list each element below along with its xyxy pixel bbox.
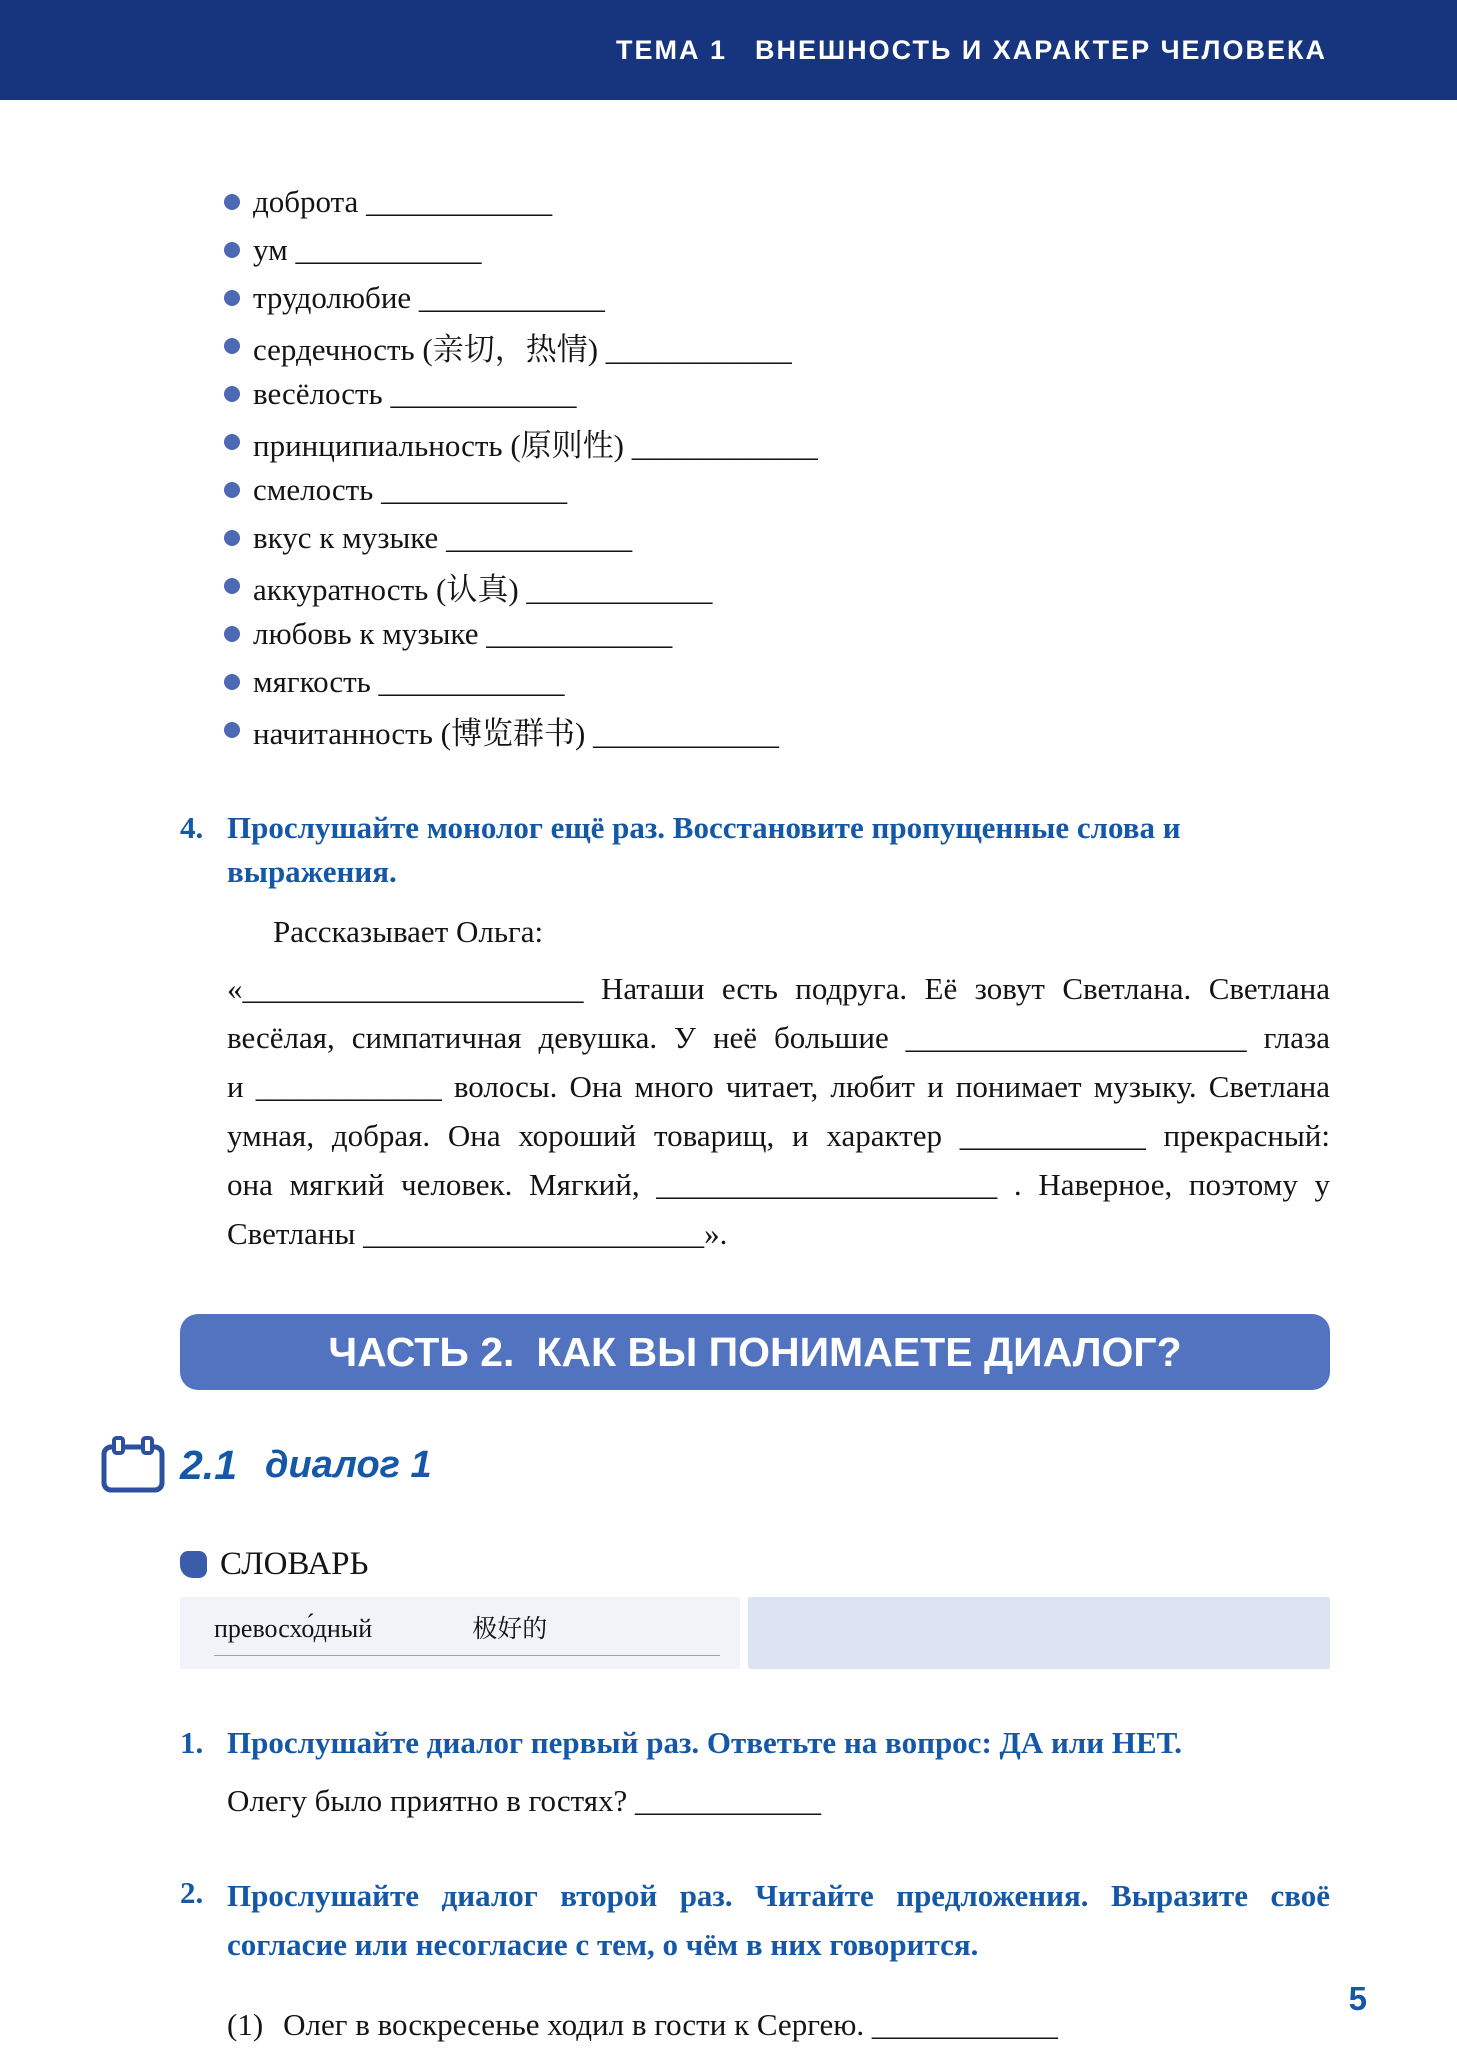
section-number: 2.1 [180,1441,237,1488]
part-2-banner-number: ЧАСТЬ 2. [328,1328,515,1375]
list-item [224,322,1330,370]
task-2-heading [180,1871,1330,1969]
bullet-icon [224,674,240,690]
bullet-icon [224,434,240,450]
list-item [224,610,1330,658]
vocab-word: доброта ____________ [253,184,553,219]
vocab-word: мягкость ____________ [253,664,565,699]
cloze-line: и ____________ волосы. Она много читает, любит и понимает музыку. Светлана [227,1069,1330,1104]
vocab-word: вкус к музыке ____________ [253,520,633,555]
cloze-line: она мягкий человек. Мягкий, ______________________ . Наверное, поэтому у [227,1167,1330,1202]
bullet-icon [224,530,240,546]
dictionary-cell-empty [748,1597,1330,1669]
statement-number: (1) [227,2007,264,2042]
list-item [224,370,1330,418]
task-number: 4. [180,810,204,845]
vocab-word: трудолюбие ____________ [253,280,605,315]
bullet-icon [224,386,240,402]
vocab-word: аккуратность (认真) ____________ [253,571,713,607]
dictionary-heading-label: СЛОВАРЬ [220,1546,369,1582]
task-number: 2. [180,1875,204,1910]
chapter-header-bar [0,0,1457,100]
vocabulary-bullet-list [180,178,1330,754]
monologue-cloze-text [227,964,1330,1258]
bullet-icon [224,578,240,594]
task-4-body [180,910,1330,1258]
dictionary-cell-entry [180,1597,740,1669]
task-number: 1. [180,1725,204,1760]
task-2-body [180,2003,1330,2047]
question-with-blank: Олегу было приятно в гостях? ____________ [227,1783,821,1818]
bullet-icon [224,194,240,210]
vocab-word: смелость ____________ [253,472,568,507]
vocab-word: весёлость ____________ [253,376,577,411]
vocab-word: сердечность (亲切，热情) ____________ [253,331,792,367]
dictionary-heading [180,1546,1330,1583]
cloze-line: «______________________ Наташи есть подруга. Её зовут Светлана. Светлана [227,971,1330,1006]
vocab-word: принципиальность (原则性) ____________ [253,427,818,463]
bullet-icon [224,338,240,354]
list-item [224,466,1330,514]
page-number: 5 [1348,1980,1367,2017]
bullet-icon [224,722,240,738]
task-instruction [227,1871,1330,1969]
narrator-line: Рассказывает Ольга: [273,914,544,949]
list-item [224,706,1330,754]
vocab-word: ум ____________ [253,232,482,267]
list-item [224,226,1330,274]
bullet-icon [224,242,240,258]
list-item [224,418,1330,466]
task-4 [180,806,1330,1258]
cloze-line: весёлая, симпатичная девушка. У неё большие ______________________ глаза [227,1020,1330,1055]
dictionary-entry [214,1609,720,1645]
list-item [224,562,1330,610]
section-2-1-heading [100,1436,1330,1494]
list-item [224,178,1330,226]
chapter-title: ВНЕШНОСТЬ И ХАРАКТЕР ЧЕЛОВЕКА [755,34,1327,65]
notepad-calendar-icon [100,1436,166,1494]
task-instruction: Прослушайте монолог ещё раз. Восстановите пропущенные слова и выражения. [227,810,1181,889]
task-1-body [180,1779,1330,1823]
vocab-word: любовь к музыке ____________ [253,616,673,651]
instruction-line: Прослушайте диалог второй раз. Читайте предложения. Выразите своё [227,1878,1330,1913]
bullet-icon [224,482,240,498]
vocab-word: начитанность (博览群书) ____________ [253,715,780,751]
list-item [224,274,1330,322]
entry-underline [214,1655,720,1656]
task-4-heading [180,806,1330,894]
part-2-banner [180,1314,1330,1390]
chapter-number: ТЕМА 1 [615,34,727,65]
instruction-line: согласие или несогласие с тем, о чём в них говорится. [227,1927,979,1962]
task-instruction: Прослушайте диалог первый раз. Ответьте на вопрос: ДА или НЕТ. [227,1725,1182,1760]
bullet-icon [224,626,240,642]
part-2-banner-title: КАК ВЫ ПОНИМАЕТЕ ДИАЛОГ? [536,1328,1182,1375]
dictionary-word-chinese: 极好的 [472,1616,548,1643]
dictionary-word-russian: превосхо́дный [214,1614,373,1643]
list-item [224,514,1330,562]
cloze-line: Светланы ______________________». [227,1216,728,1251]
list-item [224,658,1330,706]
cloze-line: умная, добрая. Она хороший товарищ, и характер ____________ прекрасный: [227,1118,1330,1153]
bullet-icon [224,290,240,306]
task-1-heading [180,1721,1330,1765]
page-content [0,178,1457,2047]
section-title: диалог 1 [265,1443,432,1486]
statement-row [227,2003,1330,2047]
statement-with-blank: Олег в воскресенье ходил в гости к Сергею. ____________ [283,2007,1058,2042]
task-2 [180,1871,1330,2047]
dictionary-table [180,1597,1330,1669]
task-1 [180,1721,1330,1823]
square-bullet-icon [180,1551,207,1578]
